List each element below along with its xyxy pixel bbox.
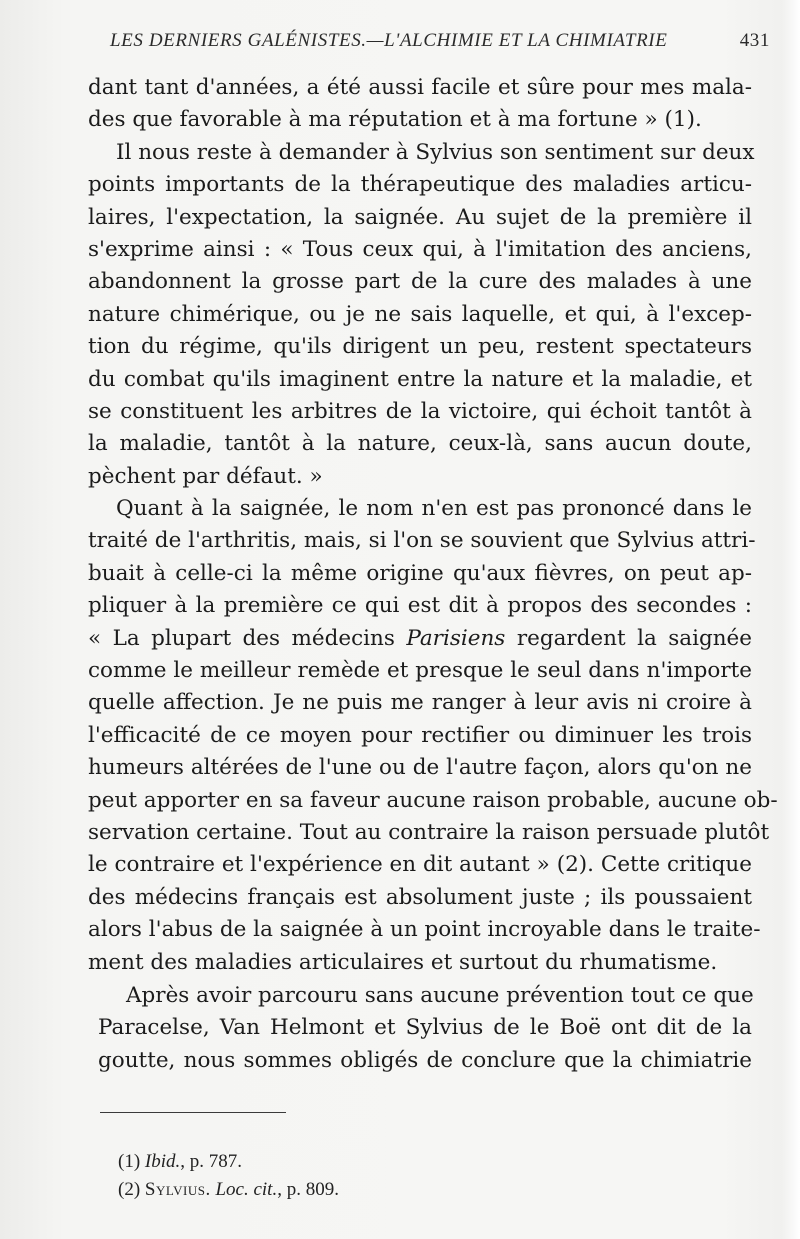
footnote-1: [118, 1148, 718, 1176]
text-line: la maladie, tantôt à la nature, ceux-là, sans aucun doute,: [88, 431, 752, 457]
text-line: le contraire et l'expérience en dit autant » (2). Cette critique: [88, 852, 752, 878]
footnote-italic: Loc. cit.: [215, 1179, 278, 1200]
text-line: dant tant d'années, a été aussi facile et sûre pour mes mala-: [88, 75, 752, 100]
text-line: quelle affection. Je ne puis me ranger à leur avis ni croire à: [88, 690, 752, 716]
text-line: alors l'abus de la saignée à un point incroyable dans le traite-: [88, 917, 761, 943]
text-line: laires, l'expectation, la saignée. Au sujet de la première il: [88, 204, 752, 230]
running-title: LES DERNIERS GALÉNISTES.—L'ALCHIMIE ET LA CHIMIATRIE: [110, 30, 668, 51]
text-line: ment des maladies articulaires et surtout du rhumatisme.: [88, 949, 718, 975]
footnote-author: Sylvius.: [144, 1179, 211, 1200]
text-line: l'efficacité de ce moyen pour rectifier ou diminuer les trois: [88, 722, 752, 748]
text-line: peut apporter en sa faveur aucune raison probable, aucune ob-: [88, 787, 778, 813]
text-line: Après avoir parcouru sans aucune prévention tout ce que: [126, 983, 754, 1008]
text-line: Quant à la saignée, le nom n'en est pas prononcé dans le: [116, 496, 752, 522]
text-line: tion du régime, qu'ils dirigent un peu, restent spectateurs: [88, 334, 752, 360]
page-number: 431: [739, 30, 770, 51]
text-line: humeurs altérées de l'une ou de l'autre façon, alors qu'on ne: [88, 755, 752, 781]
text-line: des que favorable à ma réputation et à ma fortune » (1).: [88, 107, 702, 133]
footnote-italic: Ibid.: [144, 1151, 181, 1172]
italic-term: Parisiens: [406, 625, 506, 651]
text-line: goutte, nous sommes obligés de conclure que la chimiatrie: [98, 1047, 752, 1073]
page-edge: [782, 0, 800, 1239]
text-line: points importants de la thérapeutique des maladies articu-: [88, 172, 752, 198]
footnote-2: [118, 1176, 718, 1204]
text-line: buait à celle-ci la même origine qu'aux fièvres, on peut ap-: [88, 560, 752, 586]
footnotes: [118, 1148, 718, 1204]
footnote-marker: (2): [118, 1179, 141, 1200]
text-line: comme le meilleur remède et presque le seul dans n'importe: [88, 658, 752, 684]
text-line: se constituent les arbitres de la victoire, qui échoit tantôt à: [88, 398, 752, 424]
text-line: abandonnent la grosse part de la cure des malades à une: [88, 269, 752, 295]
text-line: du combat qu'ils imaginent entre la nature et la maladie, et: [88, 366, 752, 392]
text-line: des médecins français est absolument juste ; ils poussaient: [88, 884, 752, 910]
footnote-text: , p. 787.: [180, 1151, 243, 1172]
running-header: [110, 30, 770, 58]
text-line: Il nous reste à demander à Sylvius son sentiment sur deux: [116, 139, 755, 165]
text-line: traité de l'arthritis, mais, si l'on se souvient que Sylvius attri-: [88, 528, 756, 554]
footnote-divider: [100, 1112, 286, 1113]
text-line-with-italic: [88, 623, 752, 655]
text-line: nature chimérique, ou je ne sais laquelle, et qui, à l'excep-: [88, 301, 752, 327]
footnote-marker: (1): [118, 1151, 141, 1172]
text-line: servation certaine. Tout au contraire la raison persuade plutôt: [88, 819, 770, 845]
text-segment: « La plupart des médecins: [88, 625, 395, 651]
text-line: s'exprime ainsi : « Tous ceux qui, à l'imitation des anciens,: [88, 236, 752, 262]
text-line: Paracelse, Van Helmont et Sylvius de le Boë ont dit de la: [98, 1015, 752, 1041]
main-text: [88, 72, 778, 979]
text-line: pèchent par défaut. »: [88, 463, 323, 489]
text-line: pliquer à la première ce qui est dit à propos des secondes :: [88, 593, 752, 619]
closing-paragraph: [98, 980, 752, 1077]
text-segment: regardent la saignée: [516, 625, 753, 651]
footnote-text: , p. 809.: [277, 1179, 339, 1200]
